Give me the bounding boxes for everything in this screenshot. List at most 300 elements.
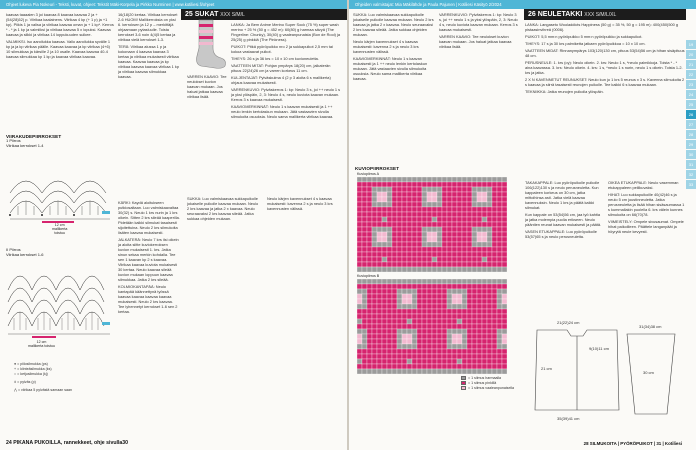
chart-cell [492,192,497,197]
chart-cell [497,247,502,252]
chart-cell [392,299,397,304]
chart-cell [432,177,437,182]
chart-cell [447,299,452,304]
chart-cell [362,344,367,349]
chart-cell [402,252,407,257]
side-tab-30[interactable]: 30 [686,150,696,159]
chart-cell [362,294,367,299]
diagram-armhole-label: 21 cm [541,366,552,371]
chart-cell [382,267,387,272]
chart-cell [362,262,367,267]
chart-cell [457,339,462,344]
chart-cell [502,304,507,309]
sock-right-paragraph-2: Neulo kärjen kavennukset 4 s kaavaa mukaisesti: kavenna 2 s ja neulo 3 krs kavennusten välissä. [353,39,419,54]
side-tab-32[interactable]: 32 [686,170,696,179]
chart-cell [477,212,482,217]
chart-cell [487,314,492,319]
chart-cell [387,227,392,232]
chart-cell [452,324,457,329]
single-crochet-symbol-icon: + [14,367,18,371]
chart-cell [457,289,462,294]
chart-cell [472,304,477,309]
chart-cell [372,354,377,359]
chart-cell [407,237,412,242]
chart-cell [387,232,392,237]
chart-cell [357,252,362,257]
chart-cell [357,262,362,267]
chart-cell [427,304,432,309]
chart-cell [372,202,377,207]
chart-cell [392,324,397,329]
chart-cell [422,232,427,237]
chart-cell [402,177,407,182]
section-26-banner [524,9,686,20]
chart-cell [432,354,437,359]
chart-cell [407,222,412,227]
side-tab-33[interactable]: 33 [686,180,696,189]
chart-cell [357,197,362,202]
chart-cell [417,242,422,247]
chart-cell [477,294,482,299]
chart-cell [497,359,502,364]
cardigan-instructions-bottom [525,180,685,305]
chart-cell [497,319,502,324]
chart-cell [427,324,432,329]
chart-cell [462,257,467,262]
chart-cell [392,309,397,314]
chart-cell [422,202,427,207]
chart-cell [387,319,392,324]
chart-cell [502,284,507,289]
chart-cell [487,299,492,304]
chart-cell [412,284,417,289]
sock-right-paragraph-3: KAAVIOMERKINNÄT: Neulo 1 s kaavan mukaisesti ja 1 ++ neulo lenkin kertolaskun mukaan. Jätä vastaavien sivulla silmukoita osuuksia. Neulo sama mallikerta viirikaa kaavaa. [353,56,428,81]
right-page-header: Ohjeiden valmistajat: Mia Mäkilähde ja Paula Pajunen | Kotiliesi Käsityö 2/2024 [349,0,696,9]
chart-cell [437,349,442,354]
chart-cell [452,319,457,324]
chart-cell [427,232,432,237]
chart-cell [362,257,367,262]
side-tab-28[interactable]: 28 [686,130,696,139]
chart-cell [497,242,502,247]
chart-cell [482,222,487,227]
chart-cell [357,192,362,197]
chart-cell [397,334,402,339]
chart-cell [392,314,397,319]
chart-cell [487,294,492,299]
chart-cell [472,299,477,304]
chart-cell [357,299,362,304]
chart-cell [367,237,372,242]
chart-cell [467,212,472,217]
chart-cell [477,289,482,294]
chart-cell [477,344,482,349]
chart-cell [377,334,382,339]
chart-cell [402,299,407,304]
chart-cell [392,262,397,267]
chart-cell [392,267,397,272]
chart-cell [432,339,437,344]
chart-cell [432,187,437,192]
chart-cell [472,349,477,354]
chart-cell [417,349,422,354]
side-tab-20[interactable]: 20 [686,50,696,59]
colorwork-chart-b [357,274,507,379]
chart-cell [497,182,502,187]
chart-cell [387,324,392,329]
chart-cell [387,294,392,299]
chart-cell [412,202,417,207]
chart-cell [427,197,432,202]
chart-cell [492,339,497,344]
chart-cell [397,304,402,309]
chart-cell [412,314,417,319]
chart-cell [422,294,427,299]
chart-cell [387,304,392,309]
charts-heading: VIIRAKUDEPIIRROKSET [6,134,62,139]
chart-cell [392,289,397,294]
chart-cell [392,257,397,262]
chart-cell [492,329,497,334]
chart-cell [432,309,437,314]
chart-cell [442,339,447,344]
chart-cell [472,242,477,247]
chart-cell [482,257,487,262]
chart-cell [432,299,437,304]
chart-cell [362,309,367,314]
chart-cell [372,267,377,272]
chart-cell [407,257,412,262]
chart-cell [482,227,487,232]
legend-pink: = 1 silmus pinkillä [461,381,521,386]
chart-cell [402,289,407,294]
chart-cell [437,289,442,294]
left-page-footer: 24 PIKANA PUKOILLA, rannekkeet, ohje sivulla30 [6,440,129,446]
chart-cell [482,309,487,314]
chart-cell [472,369,477,374]
chart-cell [402,304,407,309]
chart-cell [482,217,487,222]
chart-cell [422,247,427,252]
chart-cell [417,247,422,252]
chart-cell [437,207,442,212]
chart-cell [387,369,392,374]
chart-cell [472,232,477,237]
chart-cell [497,202,502,207]
crochet-chart-1-title: 1 Piirros Viirikaa kerrokset 1-4 [6,138,44,148]
sock-measurements-paragraph: VAATTEEN MITAT: Pohjan ympärys 18(20) cm, jalkaterän pituus 22(24)26 cm ja varren korkeus 11 cm. [231,63,331,73]
chart-cell [432,364,437,369]
chart-cell [372,252,377,257]
chart-cell [392,349,397,354]
chart-cell [502,314,507,319]
chart-cell [402,217,407,222]
chart-cell [362,202,367,207]
chart-cell [407,247,412,252]
chart-cell [397,212,402,217]
cardigan-back-neck-paragraph: Kun kappale on 53(54)56 cm, jaa työ kahtia ja jatka molempia puolia erikseen. Neulo pääntien reunat kaavan mukaisesti ja päätä. [525,212,602,227]
chart-cell [472,284,477,289]
chart-cell [392,304,397,309]
chart-cell [387,247,392,252]
chart-cell [447,257,452,262]
cardigan-needles-paragraph: PUIKOT: 5,5 mm:n pyöröpuikko 5 mm:n pyöröpuikko ja sukkapuikot. [525,34,643,39]
chart-cell [402,329,407,334]
side-tab-26[interactable]: 26 [686,110,696,119]
chart-cell [377,279,382,284]
chart-cell [372,247,377,252]
side-tab-29[interactable]: 29 [686,140,696,149]
chart-cell [382,257,387,262]
chart-cell [407,284,412,289]
chart-cell [457,232,462,237]
chart-cell [412,177,417,182]
chart-cell [442,284,447,289]
middle-paragraph-c: KÄRKI: Kaydä aloitukseen putkiosaltaan. Luo valmiskaavaltaa 30(32) s. Neulo 1 krs nurin ja 1 krs oikein. Sitten 2 krs sileää kaaperilla. Pidetään kaikki silmukat tasaisesti sijoitettuina. Neulo 2 krs silmukoita lisäten kaavaa mukaisesti. [118,200,180,235]
chart-cell [482,262,487,267]
chart-cell [382,187,387,192]
chart-cell [437,212,442,217]
side-tab-23[interactable]: 23 [686,80,696,89]
chart-cell [372,177,377,182]
chart-cell [372,237,377,242]
chart-cell [372,192,377,197]
chart-cell [442,279,447,284]
chart-cell [372,324,377,329]
chart-cell [397,319,402,324]
diagram-width-label: 21(22)24 cm [557,320,580,325]
chart-cell [387,267,392,272]
chart-cell [452,329,457,334]
chart-cell [452,257,457,262]
chart-cell [387,284,392,289]
chart-cell [362,284,367,289]
pink-swatch-icon [461,381,466,385]
chart-cell [367,192,372,197]
cardigan-measurements-paragraph: VAATTEEN MIDAT: Rinnanympärys 103(120)130 cm, pituus 53(54)56 cm ja hihan sisäpituus 48 cm. [525,48,685,58]
chart-cell [387,359,392,364]
chart-cell [382,324,387,329]
chart-cell [417,339,422,344]
chart-cell [472,257,477,262]
chart-cell [442,242,447,247]
chart-cell [357,247,362,252]
chart-cell [462,182,467,187]
chart-cell [477,232,482,237]
chart-cell [467,237,472,242]
chart-cell [422,242,427,247]
chart-cell [377,207,382,212]
chart-cell [377,217,382,222]
chart-cell [377,232,382,237]
chart-cell [372,232,377,237]
chart-cell [432,334,437,339]
chart-cell [402,192,407,197]
chart-cell [497,299,502,304]
chart-cell [392,354,397,359]
chart-cell [472,222,477,227]
chart-cell [477,349,482,354]
side-tab-21[interactable]: 21 [686,60,696,69]
chart-cell [437,262,442,267]
chart-cell [442,299,447,304]
chart-cell [407,349,412,354]
chart-cell [407,217,412,222]
chart-cell [487,212,492,217]
chart-cell [497,329,502,334]
chart-cell [422,309,427,314]
chart-cell [392,222,397,227]
sock-instructions-column-2 [187,196,341,436]
chart-cell [412,187,417,192]
chart-cell [412,182,417,187]
chart-cell [397,192,402,197]
chart-cell [467,299,472,304]
chart-cell [467,217,472,222]
chart-cell [447,182,452,187]
chart-cell [442,319,447,324]
chart-cell [412,252,417,257]
chart-cell [452,202,457,207]
chart-cell [487,309,492,314]
chart-cell [367,289,372,294]
chart-cell [442,202,447,207]
chart-cell [502,329,507,334]
side-tab-19[interactable]: 19 [686,40,696,49]
chart-cell [362,364,367,369]
chart-cell [417,192,422,197]
chart-cell [442,289,447,294]
chart-cell [447,289,452,294]
chart-cell [382,284,387,289]
chart-cell [377,344,382,349]
chart-cell [437,242,442,247]
chart-cell [477,324,482,329]
chart-cell [437,232,442,237]
chart-cell [382,304,387,309]
chart-cell [422,197,427,202]
chart-cell [432,202,437,207]
chart-cell [422,299,427,304]
chart-cell [417,232,422,237]
chart-cell [357,284,362,289]
chart-cell [362,212,367,217]
side-tab-25[interactable]: 25 [686,100,696,109]
chart-cell [407,207,412,212]
chart-cell [432,304,437,309]
chart-cell [457,344,462,349]
chart-cell [367,369,372,374]
chart-cell [397,202,402,207]
chart-cell [387,334,392,339]
legend-light-pink: = 1 silmus vaaleanpunaisella [461,386,521,391]
chart-cell [397,354,402,359]
chart-cell [412,329,417,334]
chart-cell [417,314,422,319]
chart-cell [497,187,502,192]
chart-cell [397,242,402,247]
chart-cell [472,212,477,217]
chart-cell [452,369,457,374]
chart-cell [397,262,402,267]
chart-cell [367,232,372,237]
chart-cell [442,329,447,334]
chart-cell [437,359,442,364]
chart-cell [457,252,462,257]
chart-cell [457,212,462,217]
chart-cell [357,232,362,237]
side-tab-31[interactable]: 31 [686,160,696,169]
chart-cell [422,237,427,242]
chart-cell [387,314,392,319]
chart-cell [462,324,467,329]
chart-cell [407,227,412,232]
chart-cell [367,187,372,192]
chart-cell [457,182,462,187]
chart-cell [462,222,467,227]
chart-cell [467,364,472,369]
chart-cell [407,182,412,187]
legend-row-single-crochet: + = kiinteäsilmukka (ks) [14,367,52,371]
chart-cell [372,364,377,369]
cardigan-finishing-paragraph: VIIMEISTELY: Ompele sivusaumat. Ompele hihat paikoilleen. Päättele langanpäät ja höyrytä neule kevyesti. [608,219,684,234]
chart-cell [437,364,442,369]
chart-cell [422,267,427,272]
chart-cell [382,242,387,247]
chart-cell [357,349,362,354]
chart-cell [402,294,407,299]
chart-cell [407,252,412,257]
middle-paragraph-b: TERÄ: Viirikaa alussa 1 p ja kokonaan 4 kaavaa kaavaa 3 kertaa ja viirikaa mukaisesti viirikaa kaavaa. Kaavaa kaavaa ja kp viirikaa kaavaa kaavaa viirikaa 1 kp ja viirikaa kaavaa silmukkaa kaavaa. [118,44,179,79]
chart-cell [462,284,467,289]
chart-cell [422,182,427,187]
chart-cell [492,197,497,202]
cardigan-right-front-paragraph: OIKEA ETUKAPPALE: Neulo vasemman etukappaleen peilikuvaksi. [608,180,679,190]
chart-cell [412,349,417,354]
section-25-title: SUKAT [194,11,219,18]
side-tab-22[interactable]: 22 [686,70,696,79]
chart-cell [357,364,362,369]
colorwork-chart-a-label: Kuviopiirros A [357,172,379,176]
chart-cell [492,232,497,237]
chart-cell [487,177,492,182]
chart-cell [487,304,492,309]
chart-cell [437,187,442,192]
chart-cell [382,237,387,242]
chart-cell [407,197,412,202]
chart-cell [457,334,462,339]
side-tab-27[interactable]: 27 [686,120,696,129]
chart-cell [452,267,457,272]
chart-cell [362,354,367,359]
chart-cell [432,262,437,267]
chart-cell [387,212,392,217]
chart-cell [367,262,372,267]
chart-cell [402,212,407,217]
side-tab-24[interactable]: 24 [686,90,696,99]
chart-cell [377,202,382,207]
chart-cell [437,247,442,252]
chart-cell [442,364,447,369]
chart-cell [402,339,407,344]
chart-cell [447,237,452,242]
sock-right-paragraph-4: VARRENKUVIO: Pylväskerros 1: kp: Neulo 3 s, joi ++ neulo 1 s ja yksi ylöspäin, 2, 3: Neulo 4 s, neulo kuviota kaavan mukaan. Kerros 3 s kaavaa mukaisesti. [439,12,518,32]
chart-cell [437,279,442,284]
chart-cell [387,289,392,294]
chart-cell [362,232,367,237]
chart-cell [362,192,367,197]
chart-cell [497,334,502,339]
